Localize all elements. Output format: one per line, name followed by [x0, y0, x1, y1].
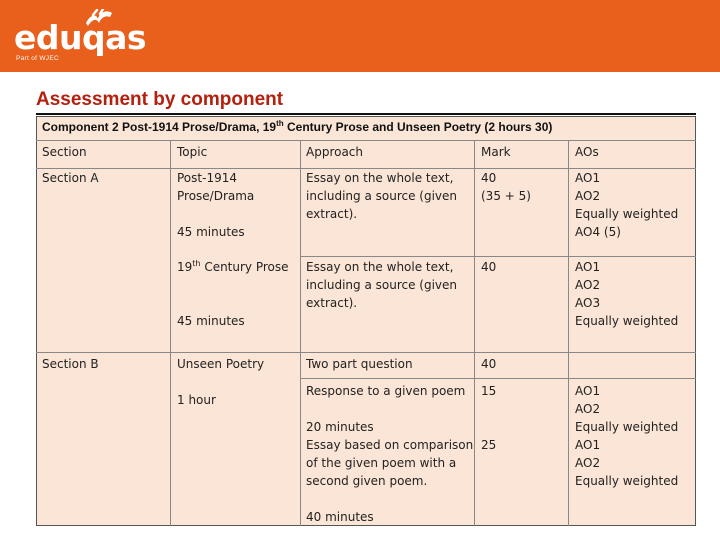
approach-b1: Two part question — [306, 357, 413, 371]
section-a-label: Section A — [42, 171, 99, 185]
col-divider — [300, 140, 301, 526]
topic-unseen-poetry: Unseen Poetry — [177, 357, 265, 371]
time-40-minutes: 40 minutes — [306, 510, 374, 524]
header-topic: Topic — [177, 145, 208, 159]
brand-header — [0, 0, 720, 72]
table-caption: Component 2 Post-1914 Prose/Drama, 19th Century Prose and Unseen Poetry (2 hours 30) — [42, 119, 553, 134]
caption-divider — [36, 140, 696, 141]
topic-post1914: Post-1914 Prose/Drama — [177, 171, 255, 203]
title-divider — [36, 113, 696, 115]
aos-a1: AO1 AO2 Equally weighted AO4 (5) — [575, 171, 679, 239]
aos-b2: AO1 AO2 Equally weighted — [575, 384, 679, 434]
mark-b1: 40 — [481, 357, 497, 371]
header-section: Section — [42, 145, 87, 159]
col-divider — [474, 140, 475, 526]
approach-a1: Essay on the whole text, including a source (given extract). — [306, 171, 458, 221]
aos-a2: AO1 AO2 AO3 Equally weighted — [575, 260, 679, 328]
row-divider — [36, 352, 696, 353]
time-45-a2: 45 minutes — [177, 314, 245, 328]
row-divider — [300, 378, 696, 379]
brand-tagline: Part of WJEC — [16, 55, 59, 62]
time-1-hour: 1 hour — [177, 393, 216, 407]
page-title: Assessment by component — [36, 89, 284, 110]
header-mark: Mark — [481, 145, 511, 159]
row-divider — [300, 256, 696, 257]
time-45-a1: 45 minutes — [177, 225, 245, 239]
topic-19th-century: 19th Century Prose — [177, 259, 289, 274]
header-approach: Approach — [306, 145, 364, 159]
time-20-minutes: 20 minutes — [306, 420, 374, 434]
col-divider — [170, 140, 171, 526]
approach-b2: Response to a given poem — [306, 384, 466, 398]
approach-a2: Essay on the whole text, including a source (given extract). — [306, 260, 458, 310]
col-divider — [568, 140, 569, 526]
brand-logo: eduqas — [14, 18, 147, 57]
mark-a2: 40 — [481, 260, 497, 274]
mark-b2: 15 — [481, 384, 497, 398]
header-aos: AOs — [575, 145, 599, 159]
mark-b3: 25 — [481, 438, 497, 452]
aos-b3: AO1 AO2 Equally weighted — [575, 438, 679, 488]
mark-a1: 40 (35 + 5) — [481, 171, 531, 203]
approach-b3: Essay based on comparison of the given poem with a second given poem. — [306, 438, 474, 488]
section-b-label: Section B — [42, 357, 99, 371]
